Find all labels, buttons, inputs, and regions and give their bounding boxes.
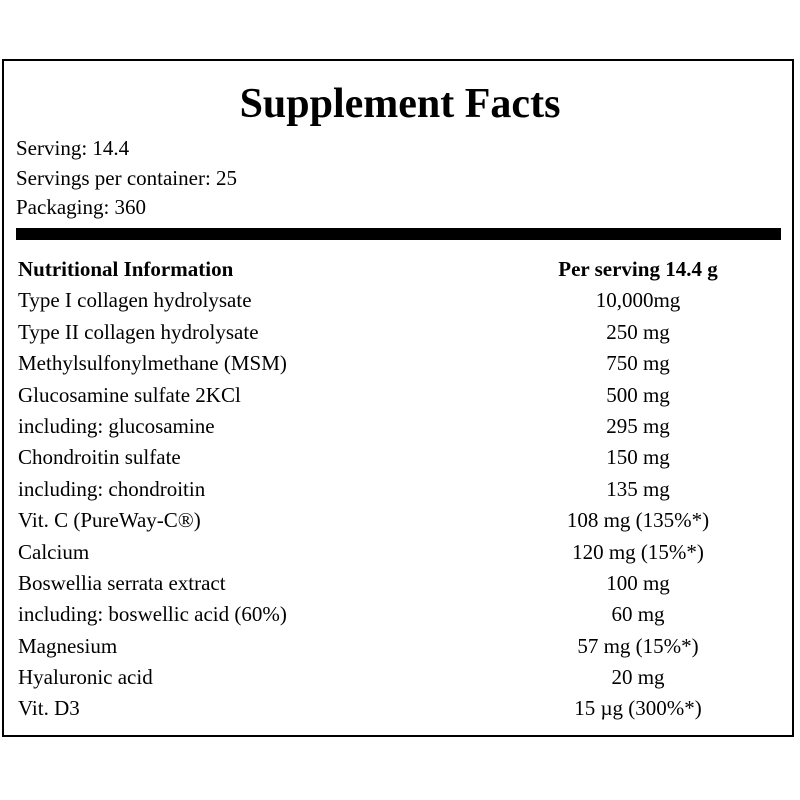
table-row <box>18 568 778 599</box>
nutrient-amount: 500 mg <box>606 382 670 407</box>
nutrient-amount: 57 mg (15%*) <box>577 633 699 658</box>
nutrient-amount: 135 mg <box>606 476 670 501</box>
nutrient-amount: 20 mg <box>611 665 665 690</box>
nutrient-amount: 150 mg <box>606 445 670 470</box>
table-row <box>18 662 778 693</box>
table-row <box>18 631 778 662</box>
table-row <box>18 537 778 568</box>
divider-bar <box>16 228 781 240</box>
nutrient-amount: 108 mg (135%*) <box>566 508 710 533</box>
header-amount-column: Per serving 14.4 g <box>558 257 718 281</box>
nutrient-amount: 295 mg <box>606 413 670 438</box>
table-row <box>18 317 778 348</box>
nutrient-name: Vit. C (PureWay-C®) <box>18 508 201 533</box>
nutrient-amount: 100 mg <box>606 570 670 595</box>
table-row <box>18 693 778 724</box>
nutrition-table <box>18 254 778 725</box>
nutrient-name: Type I collagen hydrolysate <box>18 288 252 313</box>
table-row <box>18 442 778 473</box>
nutrient-name: Type II collagen hydrolysate <box>18 319 259 344</box>
table-row <box>18 599 778 630</box>
nutrient-name: Calcium <box>18 539 90 564</box>
servings-per-container-info: Servings per container: 25 <box>16 166 238 190</box>
nutrient-name: Vit. D3 <box>18 696 80 721</box>
nutrient-name: Chondroitin sulfate <box>18 445 181 470</box>
table-row <box>18 474 778 505</box>
nutrient-name: Methylsulfonylmethane (MSM) <box>18 351 287 376</box>
table-header-row <box>18 254 778 285</box>
nutrient-name: Hyaluronic acid <box>18 665 153 690</box>
nutrient-name: Magnesium <box>18 633 118 658</box>
nutrient-amount: 250 mg <box>606 319 670 344</box>
packaging-info: Packaging: 360 <box>16 195 147 219</box>
nutrient-amount: 10,000mg <box>595 288 681 313</box>
table-row <box>18 505 778 536</box>
table-row <box>18 411 778 442</box>
nutrient-name: Glucosamine sulfate 2KCl <box>18 382 241 407</box>
nutrient-amount: 750 mg <box>606 351 670 376</box>
nutrient-name: including: boswellic acid (60%) <box>18 602 287 627</box>
table-row <box>18 285 778 316</box>
table-row <box>18 380 778 411</box>
nutrient-amount: 60 mg <box>611 602 665 627</box>
nutrient-amount: 120 mg (15%*) <box>572 539 704 564</box>
nutrient-name: including: chondroitin <box>18 476 206 501</box>
nutrient-name: including: glucosamine <box>18 413 215 438</box>
nutrient-amount: 15 µg (300%*) <box>574 696 702 721</box>
nutrient-name: Boswellia serrata extract <box>18 570 226 595</box>
serving-info: Serving: 14.4 <box>16 136 130 160</box>
page-title: Supplement Facts <box>239 81 561 127</box>
header-name-column: Nutritional Information <box>18 257 234 281</box>
table-row <box>18 348 778 379</box>
